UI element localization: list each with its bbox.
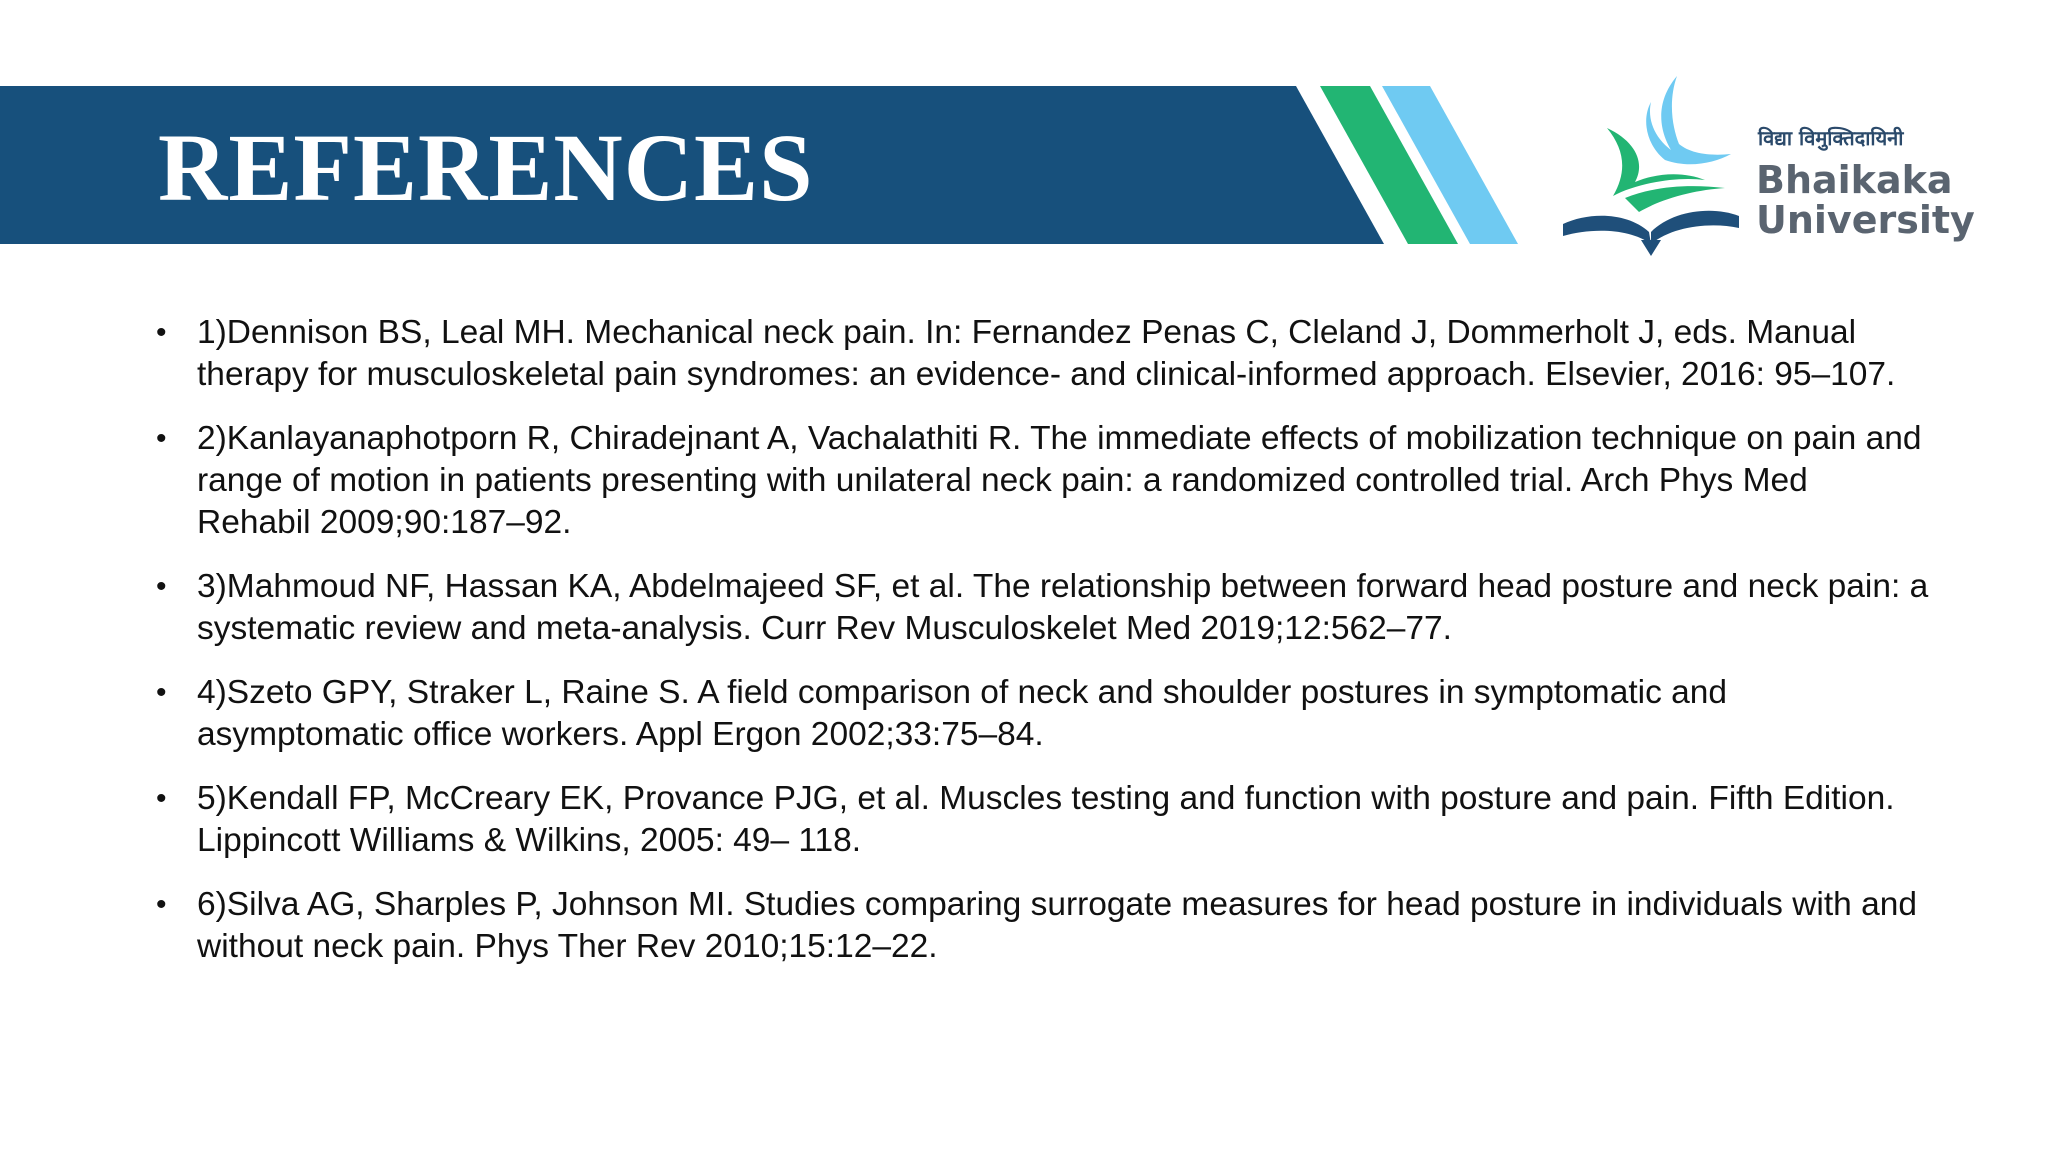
logo-name-line2: University	[1756, 198, 1975, 242]
bullet: •	[156, 422, 167, 455]
bullet: •	[156, 782, 167, 815]
reference-item	[150, 312, 1930, 396]
reference-text: 5)Kendall FP, McCreary EK, Provance PJG, et al. Muscles testing and function with posture and pain. Fifth Edition. Lippincott Williams & Wilkins, 2005: 49– 118.	[197, 780, 1895, 859]
reference-text: 4)Szeto GPY, Straker L, Raine S. A field comparison of neck and shoulder postures in symptomatic and asymptomatic office workers. Appl Ergon 2002;33:75–84.	[197, 674, 1728, 753]
reference-text: 2)Kanlayanaphotporn R, Chiradejnant A, Vachalathiti R. The immediate effects of mobilization technique on pain and range of motion in patients presenting with unilateral neck pain: a randomized controlled trial. Arch Phys Med Rehabil 2009;90:187–92.	[197, 420, 1922, 541]
logo-name	[1756, 160, 1975, 240]
reference-text: 6)Silva AG, Sharples P, Johnson MI. Studies comparing surrogate measures for head posture in individuals with and without neck pain. Phys Ther Rev 2010;15:12–22.	[197, 886, 1917, 965]
bullet: •	[156, 570, 167, 603]
bullet: •	[156, 676, 167, 709]
reference-text: 3)Mahmoud NF, Hassan KA, Abdelmajeed SF, et al. The relationship between forward head posture and neck pain: a systematic review and meta-analysis. Curr Rev Musculoskelet Med 2019;12:562–77.	[197, 568, 1929, 647]
book-leaf-logo-icon	[1555, 72, 1745, 262]
reference-item	[150, 884, 1930, 968]
page-title: REFERENCES	[158, 114, 814, 221]
reference-item	[150, 778, 1930, 862]
reference-item	[150, 566, 1930, 650]
logo-tagline: विद्या विमुक्तिदायिनी	[1758, 126, 1904, 150]
bullet: •	[156, 888, 167, 921]
reference-item	[150, 418, 1930, 544]
logo-name-line1: Bhaikaka	[1756, 158, 1953, 202]
reference-list	[150, 312, 1930, 990]
reference-text: 1)Dennison BS, Leal MH. Mechanical neck pain. In: Fernandez Penas C, Cleland J, Dommerholt J, eds. Manual therapy for musculoskeletal pain syndromes: an evidence- and clinical-informed approach. Elsevier, 2016: 95–107.	[197, 314, 1896, 393]
reference-item	[150, 672, 1930, 756]
bullet: •	[156, 316, 167, 349]
university-logo	[1555, 72, 1975, 262]
